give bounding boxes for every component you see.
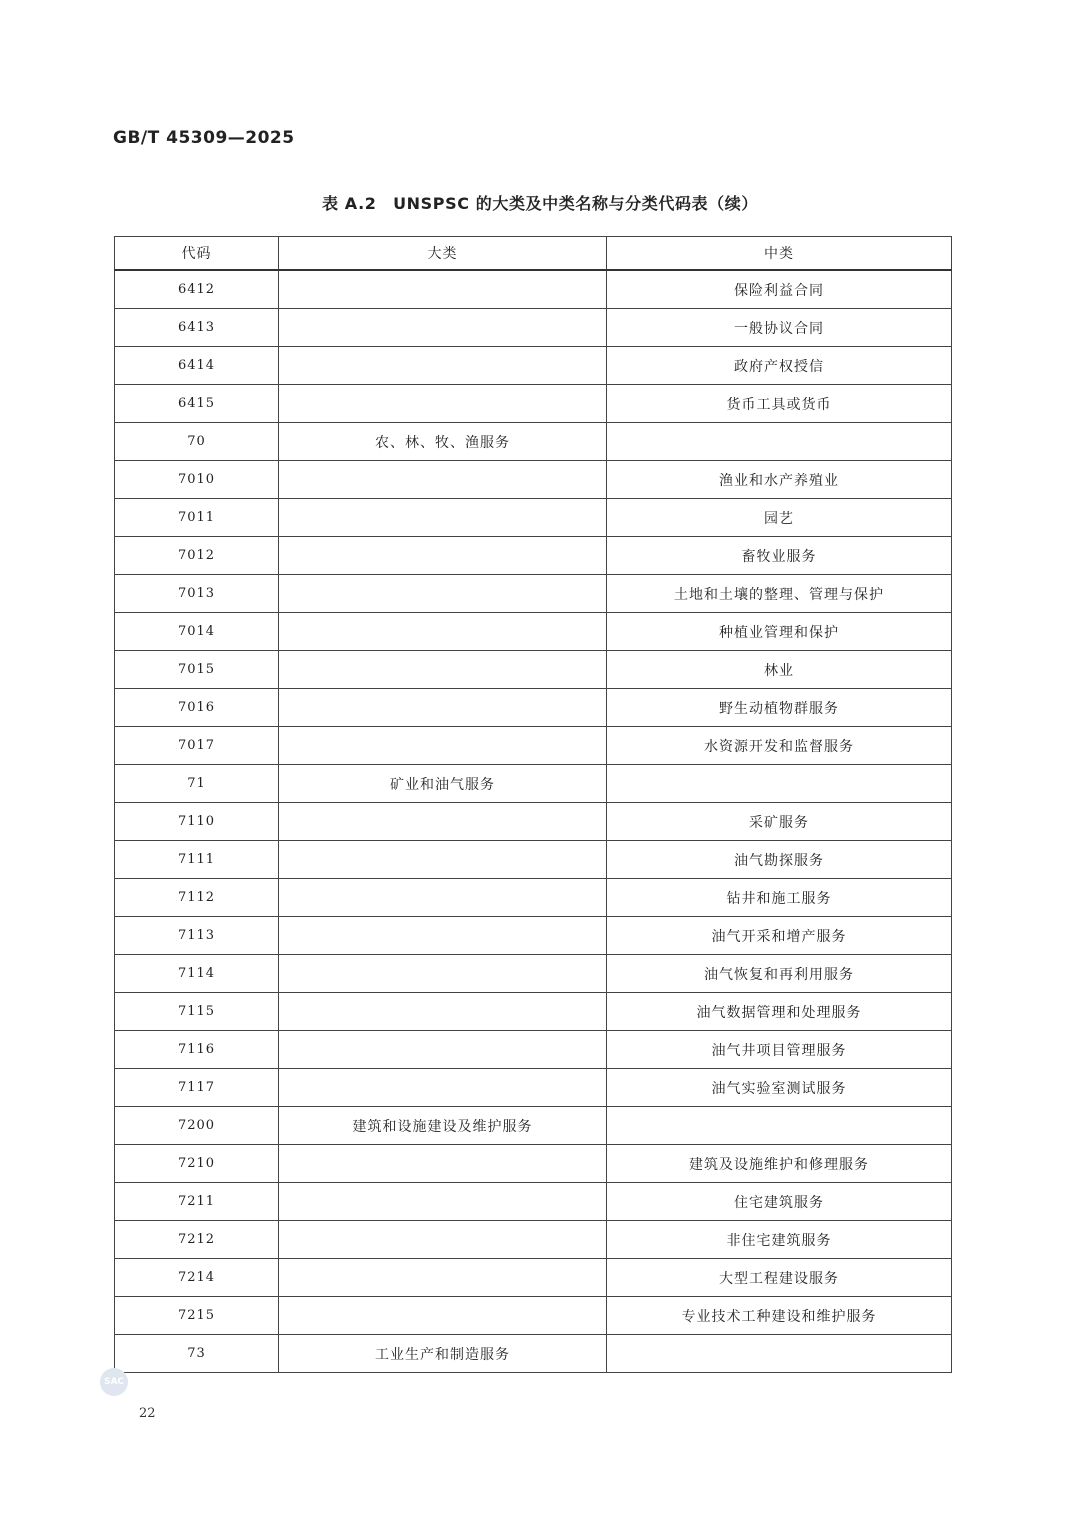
page-number: 22 bbox=[139, 1406, 156, 1421]
major-category-cell bbox=[279, 841, 607, 879]
middle-category-cell bbox=[607, 1107, 952, 1145]
major-category-cell bbox=[279, 1069, 607, 1107]
column-header-code: 代码 bbox=[115, 237, 279, 271]
major-category-cell bbox=[279, 727, 607, 765]
table-row bbox=[115, 955, 952, 993]
middle-category-cell: 油气数据管理和处理服务 bbox=[607, 993, 952, 1031]
major-category-cell bbox=[279, 955, 607, 993]
code-cell: 7210 bbox=[115, 1145, 279, 1183]
middle-category-cell: 园艺 bbox=[607, 499, 952, 537]
table-row bbox=[115, 575, 952, 613]
major-category-cell: 工业生产和制造服务 bbox=[279, 1335, 607, 1373]
table-row bbox=[115, 879, 952, 917]
table-row bbox=[115, 689, 952, 727]
middle-category-cell: 林业 bbox=[607, 651, 952, 689]
middle-category-cell: 钻井和施工服务 bbox=[607, 879, 952, 917]
major-category-cell bbox=[279, 347, 607, 385]
major-category-cell bbox=[279, 993, 607, 1031]
code-cell: 7113 bbox=[115, 917, 279, 955]
middle-category-cell: 油气开采和增产服务 bbox=[607, 917, 952, 955]
code-cell: 7214 bbox=[115, 1259, 279, 1297]
table-row bbox=[115, 765, 952, 803]
column-header-middle: 中类 bbox=[607, 237, 952, 271]
major-category-cell bbox=[279, 575, 607, 613]
code-cell: 7010 bbox=[115, 461, 279, 499]
middle-category-cell: 大型工程建设服务 bbox=[607, 1259, 952, 1297]
major-category-cell bbox=[279, 499, 607, 537]
middle-category-cell: 货币工具或货币 bbox=[607, 385, 952, 423]
middle-category-cell: 油气实验室测试服务 bbox=[607, 1069, 952, 1107]
table-row bbox=[115, 613, 952, 651]
code-cell: 70 bbox=[115, 423, 279, 461]
table-row bbox=[115, 461, 952, 499]
major-category-cell bbox=[279, 613, 607, 651]
middle-category-cell: 油气井项目管理服务 bbox=[607, 1031, 952, 1069]
code-cell: 6415 bbox=[115, 385, 279, 423]
table-row bbox=[115, 1069, 952, 1107]
table-row bbox=[115, 727, 952, 765]
code-cell: 7017 bbox=[115, 727, 279, 765]
major-category-cell bbox=[279, 461, 607, 499]
table-row bbox=[115, 803, 952, 841]
table-row bbox=[115, 1107, 952, 1145]
middle-category-cell: 非住宅建筑服务 bbox=[607, 1221, 952, 1259]
table-row bbox=[115, 1031, 952, 1069]
middle-category-cell: 土地和土壤的整理、管理与保护 bbox=[607, 575, 952, 613]
major-category-cell bbox=[279, 1221, 607, 1259]
middle-category-cell: 保险利益合同 bbox=[607, 270, 952, 309]
table-row bbox=[115, 1259, 952, 1297]
middle-category-cell: 专业技术工种建设和维护服务 bbox=[607, 1297, 952, 1335]
table-row bbox=[115, 651, 952, 689]
middle-category-cell: 油气勘探服务 bbox=[607, 841, 952, 879]
major-category-cell bbox=[279, 917, 607, 955]
major-category-cell bbox=[279, 1145, 607, 1183]
table-row bbox=[115, 347, 952, 385]
major-category-cell bbox=[279, 270, 607, 309]
code-cell: 7016 bbox=[115, 689, 279, 727]
major-category-cell bbox=[279, 1259, 607, 1297]
middle-category-cell: 野生动植物群服务 bbox=[607, 689, 952, 727]
code-cell: 7212 bbox=[115, 1221, 279, 1259]
table-row bbox=[115, 499, 952, 537]
code-cell: 6413 bbox=[115, 309, 279, 347]
code-cell: 7014 bbox=[115, 613, 279, 651]
table-title: 表 A.2 UNSPSC 的大类及中类名称与分类代码表（续） bbox=[322, 194, 758, 213]
table-row bbox=[115, 841, 952, 879]
code-cell: 7114 bbox=[115, 955, 279, 993]
table-body bbox=[115, 270, 952, 1373]
major-category-cell bbox=[279, 879, 607, 917]
code-cell: 7117 bbox=[115, 1069, 279, 1107]
middle-category-cell bbox=[607, 1335, 952, 1373]
middle-category-cell bbox=[607, 423, 952, 461]
middle-category-cell: 种植业管理和保护 bbox=[607, 613, 952, 651]
code-cell: 7215 bbox=[115, 1297, 279, 1335]
major-category-cell bbox=[279, 385, 607, 423]
code-cell: 7011 bbox=[115, 499, 279, 537]
major-category-cell bbox=[279, 651, 607, 689]
middle-category-cell: 住宅建筑服务 bbox=[607, 1183, 952, 1221]
code-cell: 6412 bbox=[115, 270, 279, 309]
major-category-cell bbox=[279, 1183, 607, 1221]
classification-table bbox=[114, 236, 952, 1373]
code-cell: 6414 bbox=[115, 347, 279, 385]
middle-category-cell bbox=[607, 765, 952, 803]
code-cell: 73 bbox=[115, 1335, 279, 1373]
table-row bbox=[115, 423, 952, 461]
major-category-cell bbox=[279, 689, 607, 727]
major-category-cell bbox=[279, 309, 607, 347]
table-row bbox=[115, 1145, 952, 1183]
middle-category-cell: 建筑及设施维护和修理服务 bbox=[607, 1145, 952, 1183]
middle-category-cell: 油气恢复和再利用服务 bbox=[607, 955, 952, 993]
major-category-cell bbox=[279, 1031, 607, 1069]
middle-category-cell: 政府产权授信 bbox=[607, 347, 952, 385]
middle-category-cell: 采矿服务 bbox=[607, 803, 952, 841]
table-row bbox=[115, 309, 952, 347]
major-category-cell bbox=[279, 537, 607, 575]
major-category-cell: 矿业和油气服务 bbox=[279, 765, 607, 803]
middle-category-cell: 一般协议合同 bbox=[607, 309, 952, 347]
code-cell: 7013 bbox=[115, 575, 279, 613]
table-header-row bbox=[115, 237, 952, 271]
middle-category-cell: 水资源开发和监督服务 bbox=[607, 727, 952, 765]
table-row bbox=[115, 385, 952, 423]
table-row bbox=[115, 1183, 952, 1221]
code-cell: 7112 bbox=[115, 879, 279, 917]
major-category-cell: 建筑和设施建设及维护服务 bbox=[279, 1107, 607, 1145]
major-category-cell bbox=[279, 1297, 607, 1335]
code-cell: 71 bbox=[115, 765, 279, 803]
table-row bbox=[115, 993, 952, 1031]
middle-category-cell: 渔业和水产养殖业 bbox=[607, 461, 952, 499]
table-row bbox=[115, 917, 952, 955]
table-row bbox=[115, 1335, 952, 1373]
code-cell: 7115 bbox=[115, 993, 279, 1031]
code-cell: 7116 bbox=[115, 1031, 279, 1069]
code-cell: 7111 bbox=[115, 841, 279, 879]
table-row bbox=[115, 270, 952, 309]
standard-code: GB/T 45309—2025 bbox=[113, 128, 295, 148]
code-cell: 7015 bbox=[115, 651, 279, 689]
column-header-major: 大类 bbox=[279, 237, 607, 271]
table-row bbox=[115, 537, 952, 575]
table-row bbox=[115, 1221, 952, 1259]
code-cell: 7211 bbox=[115, 1183, 279, 1221]
major-category-cell bbox=[279, 803, 607, 841]
code-cell: 7110 bbox=[115, 803, 279, 841]
code-cell: 7200 bbox=[115, 1107, 279, 1145]
code-cell: 7012 bbox=[115, 537, 279, 575]
sac-watermark-logo: SAC bbox=[100, 1368, 128, 1396]
major-category-cell: 农、林、牧、渔服务 bbox=[279, 423, 607, 461]
middle-category-cell: 畜牧业服务 bbox=[607, 537, 952, 575]
table-row bbox=[115, 1297, 952, 1335]
